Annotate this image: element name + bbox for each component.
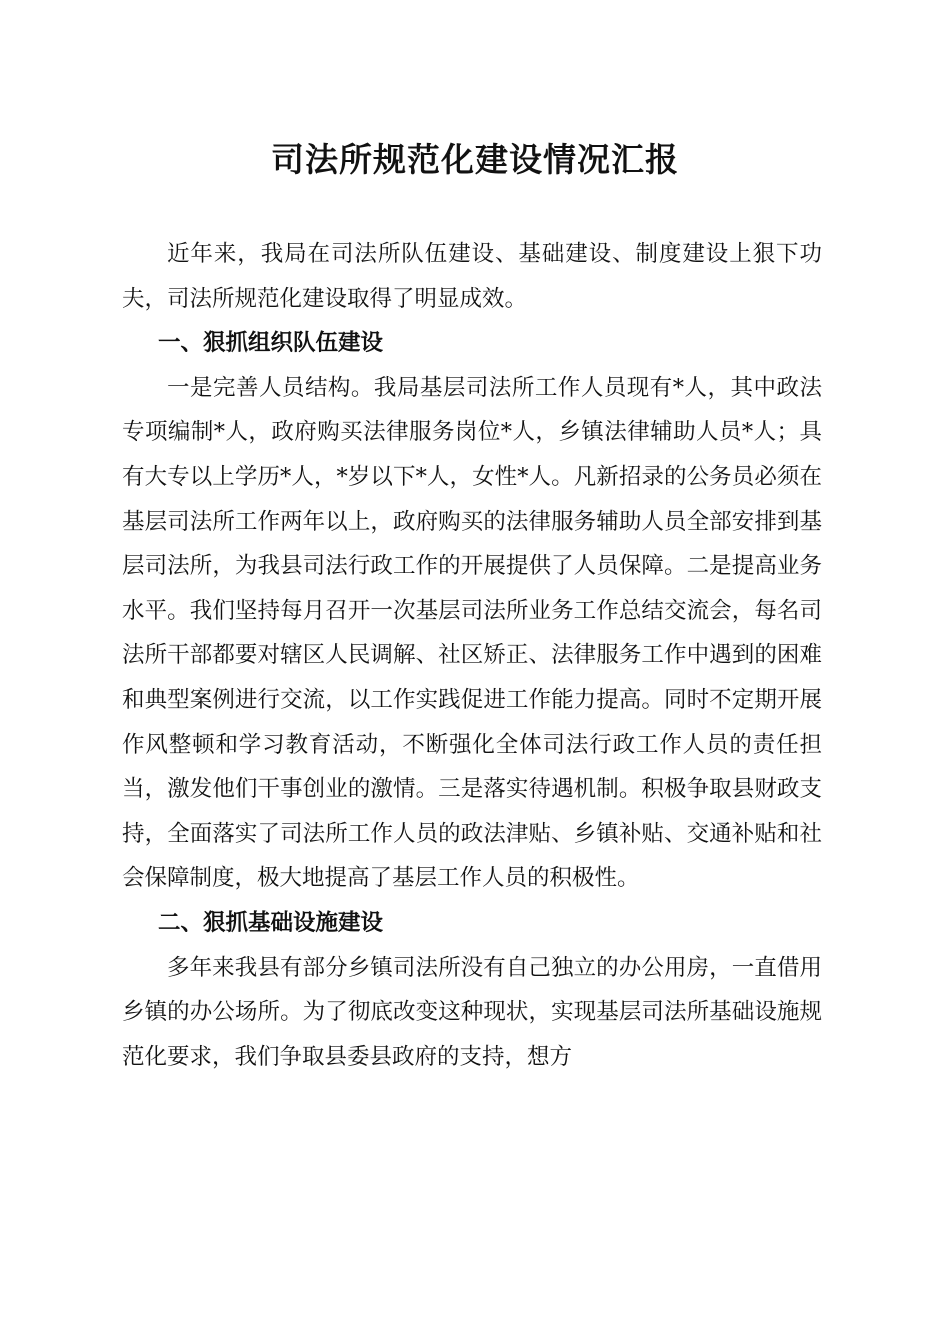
- document-body: [122, 232, 822, 1079]
- section-heading-2: 二、狠抓基础设施建设: [158, 909, 384, 936]
- section-paragraph-1: 一是完善人员结构。我局基层司法所工作人员现有*人，其中政法专项编制*人，政府购买法律服务岗位*人，乡镇法律辅助人员*人；具有大专以上学历*人，*岁以下*人，女性*人。凡新招录的公务员必须在基层司法所工作两年以上，政府购买的法律服务辅助人员全部安排到基层司法所，为我县司法行政工作的开展提供了人员保障。二是提高业务水平。我们坚持每月召开一次基层司法所业务工作总结交流会，每名司法所干部都要对辖区人民调解、社区矫正、法律服务工作中遇到的困难和典型案例进行交流，以工作实践促进工作能力提高。同时不定期开展作风整顿和学习教育活动，不断强化全体司法行政工作人员的责任担当，激发他们干事创业的激情。三是落实待遇机制。积极争取县财政支持，全面落实了司法所工作人员的政法津贴、乡镇补贴、交通补贴和社会保障制度，极大地提高了基层工作人员的积极性。: [122, 374, 822, 892]
- document-title: 司法所规范化建设情况汇报: [271, 140, 679, 179]
- section-paragraph-2: 多年来我县有部分乡镇司法所没有自己独立的办公用房，一直借用乡镇的办公场所。为了彻底改变这种现状，实现基层司法所基础设施规范化要求，我们争取县委县政府的支持，想方: [122, 954, 822, 1070]
- intro-paragraph: 近年来，我局在司法所队伍建设、基础建设、制度建设上狠下功夫，司法所规范化建设取得了明显成效。: [122, 241, 822, 312]
- section-heading-1: 一、狠抓组织队伍建设: [158, 330, 384, 357]
